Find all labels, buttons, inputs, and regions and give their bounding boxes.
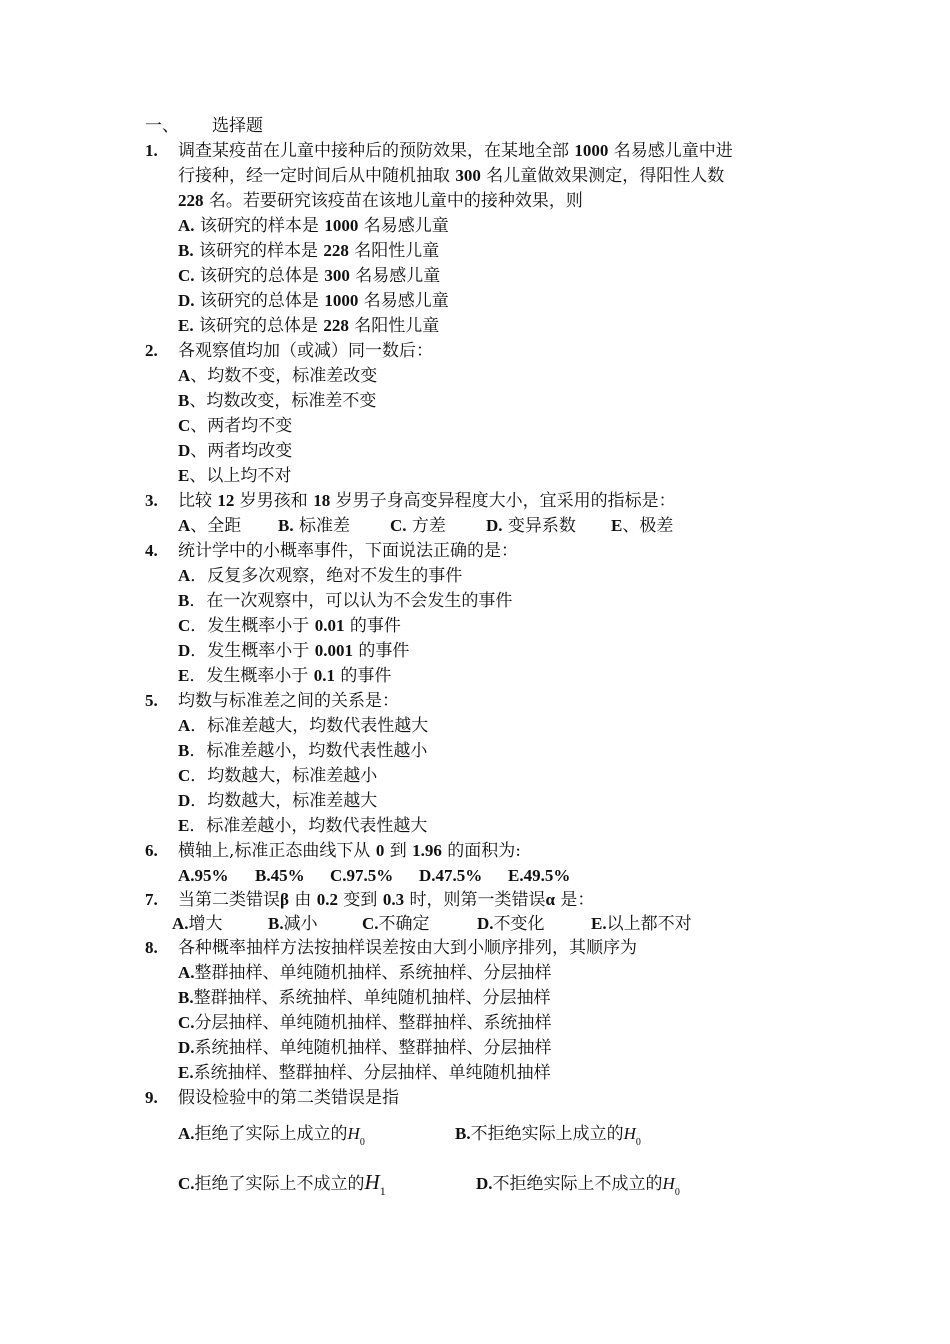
option-c: C. 该研究的总体是 300 名易感儿童: [178, 266, 441, 286]
question-stem: 当第二类错误β 由 0.2 变到 0.3 时，则第一类错误α 是：: [178, 890, 595, 910]
option-c: C. 方差: [390, 516, 446, 536]
option-b: B.不拒绝实际上成立的$H_0$: [455, 1124, 641, 1148]
option-d: D.不拒绝实际上不成立的$H_0$: [476, 1174, 680, 1198]
option-a: A.整群抽样、单纯随机抽样、系统抽样、分层抽样: [178, 963, 552, 983]
option-e: E、极差: [611, 516, 674, 536]
option-d: D.不变化: [477, 914, 545, 934]
option-c: C、两者均不变: [178, 416, 293, 436]
option-b: B．在一次观察中，可以认为不会发生的事件: [178, 591, 513, 611]
option-a: A．反复多次观察，绝对不发生的事件: [178, 566, 463, 586]
question-number: 9.: [145, 1088, 158, 1107]
option-d: D. 该研究的总体是 1000 名易感儿童: [178, 291, 449, 311]
option-e: E. 该研究的总体是 228 名阳性儿童: [178, 316, 440, 336]
option-d: D．发生概率小于 0.001 的事件: [178, 641, 410, 661]
option-c: C.不确定: [362, 914, 430, 934]
option-c: C．发生概率小于 0.01 的事件: [178, 616, 401, 636]
hypothesis-symbol: $H_1$: [364, 1170, 386, 1198]
question-stem-line: 行接种，经一定时间后从中随机抽取 300 名儿童做效果测定，得阳性人数: [178, 166, 725, 186]
question-number: 1.: [145, 141, 158, 160]
question-number: 2.: [145, 341, 158, 360]
section-marker: 一、: [145, 116, 179, 136]
question-stem: 各观察值均加（或减）同一数后：: [178, 341, 433, 361]
section-title: 选择题: [212, 116, 263, 136]
option-a: A.拒绝了实际上成立的$H_0$: [178, 1124, 365, 1148]
question-number: 3.: [145, 491, 158, 510]
option-d: D、两者均改变: [178, 441, 293, 461]
option-e: E.以上都不对: [591, 914, 692, 934]
option-a: A、均数不变，标准差改变: [178, 366, 378, 386]
option-a: A、全距: [178, 516, 242, 536]
option-b: B. 标准差: [278, 516, 350, 536]
question-stem: 各种概率抽样方法按抽样误差按由大到小顺序排列，其顺序为: [178, 938, 637, 958]
question-stem: 统计学中的小概率事件，下面说法正确的是：: [178, 541, 518, 561]
option-d: D.47.5%: [419, 866, 483, 885]
hypothesis-symbol: $H_0$: [662, 1174, 680, 1198]
hypothesis-symbol: $H_0$: [623, 1124, 641, 1148]
option-d: D. 变异系数: [486, 516, 576, 536]
question-stem-line: 调查某疫苗在儿童中接种后的预防效果，在某地全部 1000 名易感儿童中进: [178, 141, 733, 161]
option-e: E.系统抽样、整群抽样、分层抽样、单纯随机抽样: [178, 1063, 551, 1083]
option-a: A.95%: [178, 866, 229, 885]
option-e: E．标准差越小，均数代表性越大: [178, 816, 428, 836]
option-e: E．发生概率小于 0.1 的事件: [178, 666, 392, 686]
question-number: 7.: [145, 890, 158, 909]
option-c: C.97.5%: [330, 866, 394, 885]
option-a: A. 该研究的样本是 1000 名易感儿童: [178, 216, 449, 236]
question-stem: 均数与标准差之间的关系是：: [178, 691, 399, 711]
hypothesis-symbol: $H_0$: [347, 1124, 365, 1148]
question-stem-line: 228 名。若要研究该疫苗在该地儿童中的接种效果，则: [178, 191, 583, 211]
option-d: D．均数越大，标准差越大: [178, 791, 378, 811]
option-b: B、均数改变，标准差不变: [178, 391, 377, 411]
question-number: 6.: [145, 841, 158, 860]
option-d: D.系统抽样、单纯随机抽样、整群抽样、分层抽样: [178, 1038, 552, 1058]
question-number: 4.: [145, 541, 158, 560]
option-c: C.拒绝了实际上不成立的$H_1$: [178, 1170, 386, 1198]
option-b: B. 该研究的样本是 228 名阳性儿童: [178, 241, 440, 261]
question-number: 8.: [145, 938, 158, 957]
question-stem: 假设检验中的第二类错误是指: [178, 1088, 399, 1108]
question-stem: 比较 12 岁男孩和 18 岁男子身高变异程度大小，宜采用的指标是：: [178, 491, 676, 511]
option-b: B.减小: [268, 914, 318, 934]
option-b: B．标准差越小，均数代表性越小: [178, 741, 428, 761]
option-c: C.分层抽样、单纯随机抽样、整群抽样、系统抽样: [178, 1013, 552, 1033]
question-number: 5.: [145, 691, 158, 710]
option-b: B.整群抽样、系统抽样、单纯随机抽样、分层抽样: [178, 988, 551, 1008]
question-stem: 横轴上,标准正态曲线下从 0 到 1.96 的面积为:: [178, 841, 522, 861]
option-e: E.49.5%: [508, 866, 571, 885]
option-c: C．均数越大，标准差越小: [178, 766, 378, 786]
option-b: B.45%: [255, 866, 305, 885]
option-a: A．标准差越大，均数代表性越大: [178, 716, 429, 736]
option-a: A.增大: [172, 914, 223, 934]
option-e: E、以上均不对: [178, 466, 292, 486]
